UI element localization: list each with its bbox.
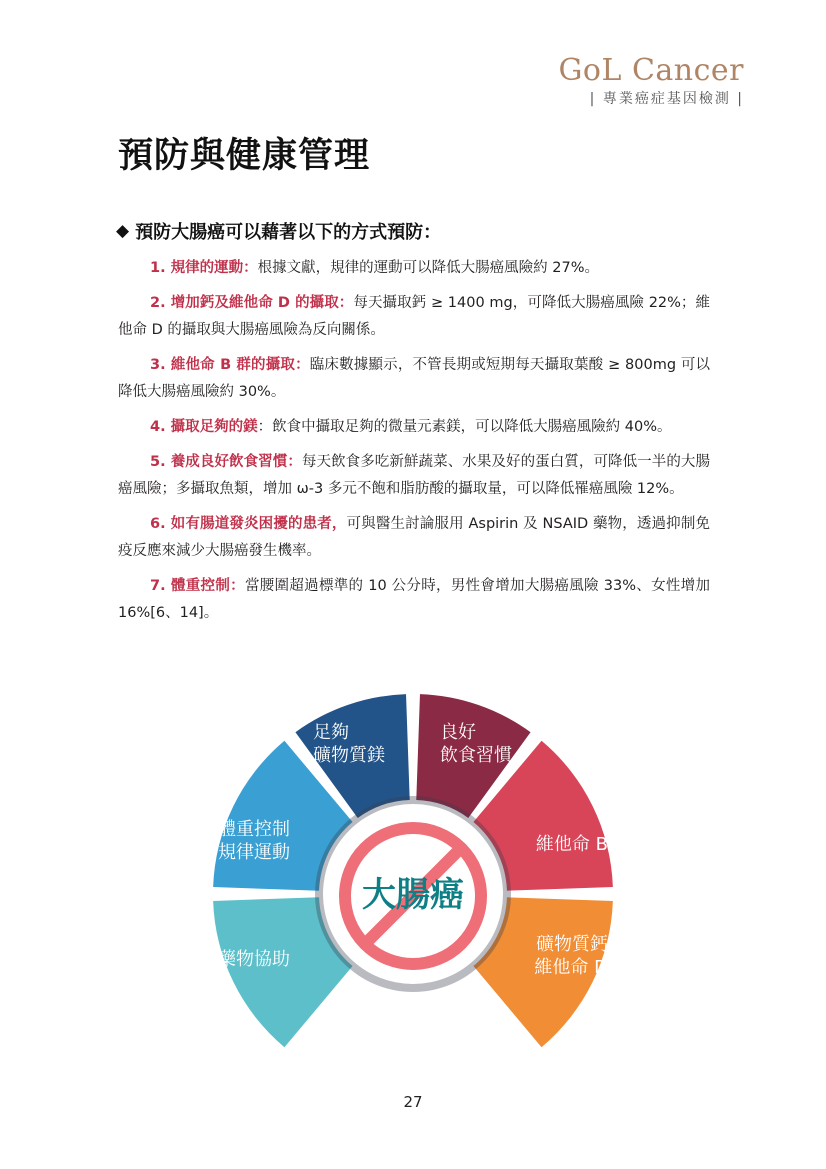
section-intro (116, 218, 441, 244)
item-label: 4. 攝取足夠的鎂 (150, 419, 258, 435)
brand-name: GoL Cancer (558, 53, 744, 88)
item-label: 6. 如有腸道發炎困擾的患者， (150, 516, 347, 532)
item-text: 當腰圍超過標準的 10 公分時，男性會增加大腸癌風險 33%、女性增加 16%[6、14]。 (118, 578, 710, 621)
list-item (118, 414, 710, 441)
diamond-bullet-icon: ◆ (116, 221, 130, 241)
list-item (118, 573, 710, 627)
item-label: 3. 維他命 B 群的攝取： (150, 357, 310, 373)
segment-label: 藥物協助 (218, 949, 290, 970)
center-label: 大腸癌 (362, 875, 464, 915)
item-text: 每天飲食多吃新鮮蔬菜、水果及好的蛋白質，可降低一半的大腸癌風險；多攝取魚類，增加 ω-3 多元不飽和脂肪酸的攝取量，可以降低罹癌風險 12%。 (118, 454, 710, 497)
item-text: 可與醫生討論服用 Aspirin 及 NSAID 藥物，透過抑制免疫反應來減少大腸癌發生機率。 (118, 516, 710, 559)
list-item (118, 449, 710, 503)
item-text: 根據文獻，規律的運動可以降低大腸癌風險約 27%。 (257, 260, 599, 276)
item-label: 7. 體重控制： (150, 578, 245, 594)
prevention-diagram (188, 680, 638, 1060)
item-text: 臨床數據顯示，不管長期或短期每天攝取葉酸 ≥ 800mg 可以降低大腸癌風險約 30%。 (118, 357, 710, 400)
segment-label: 足夠礦物質鎂 (313, 722, 385, 766)
segment-label: 體重控制規律運動 (218, 819, 290, 863)
prevention-list (118, 255, 710, 635)
brand-subtitle: | 專業癌症基因檢測 | (589, 91, 744, 107)
item-label: 1. 規律的運動： (150, 260, 258, 276)
brand-header (558, 54, 744, 108)
list-item (118, 255, 710, 282)
intro-text: 預防大腸癌可以藉著以下的方式預防： (135, 222, 442, 243)
list-item (118, 352, 710, 406)
segment-label: 礦物質鈣維他命 D (534, 934, 608, 978)
page-title: 預防與健康管理 (118, 136, 371, 176)
segment-label: 維他命 B (535, 834, 608, 855)
item-text: ：飲食中攝取足夠的微量元素鎂，可以降低大腸癌風險約 40%。 (257, 419, 672, 435)
list-item (118, 290, 710, 344)
segment-label: 良好飲食習慣 (440, 722, 512, 766)
item-label: 5. 養成良好飲食習慣： (150, 454, 302, 470)
page-number: 27 (403, 1093, 423, 1111)
item-label: 2. 增加鈣及維他命 D 的攝取： (150, 295, 354, 311)
list-item (118, 511, 710, 565)
item-text: 每天攝取鈣 ≥ 1400 mg，可降低大腸癌風險 22%；維他命 D 的攝取與大腸癌風險為反向關係。 (118, 295, 711, 338)
